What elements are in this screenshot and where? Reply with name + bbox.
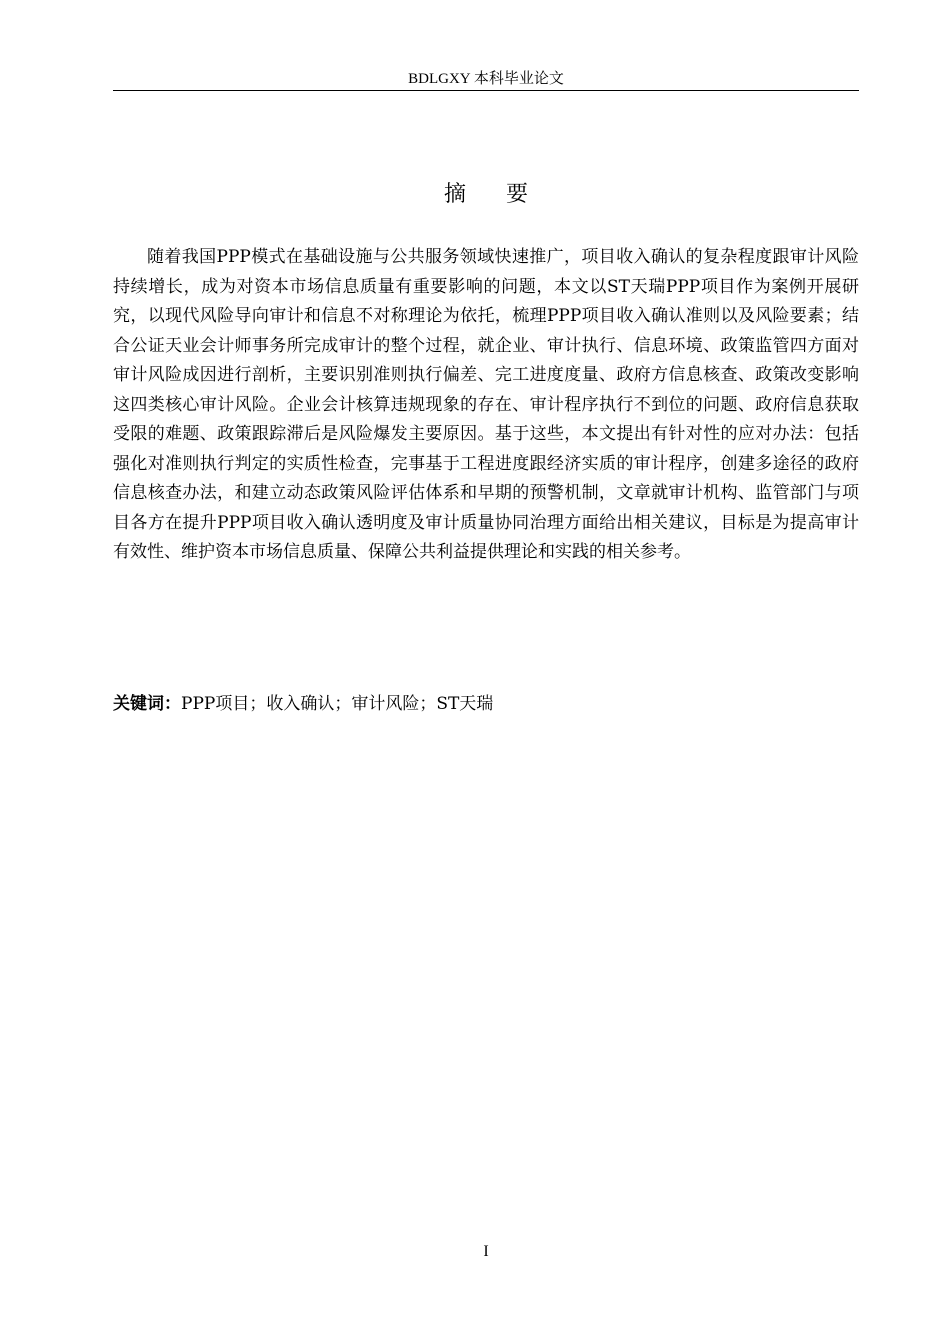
abstract-body: 随着我国PPP模式在基础设施与公共服务领域快速推广，项目收入确认的复杂程度跟审计风险持续增长，成为对资本市场信息质量有重要影响的问题，本文以ST天瑞PPP项目作为案例开展研究，以现代风险导向审计和信息不对称理论为依托，梳理PPP项目收入确认准则以及风险要素；结合公证天业会计师事务所完成审计的整个过程，就企业、审计执行、信息环境、政策监管四方面对审计风险成因进行剖析，主要识别准则执行偏差、完工进度度量、政府方信息核查、政策改变影响这四类核心审计风险。企业会计核算违规现象的存在、审计程序执行不到位的问题、政府信息获取受限的难题、政策跟踪滞后是风险爆发主要原因。基于这些，本文提出有针对性的应对办法：包括强化对准则执行判定的实质性检查，完事基于工程进度跟经济实质的审计程序，创建多途径的政府信息核查办法，和建立动态政策风险评估体系和早期的预警机制，文章就审计机构、监管部门与项目各方在提升PPP项目收入确认透明度及审计质量协同治理方面给出相关建议，目标是为提高审计有效性、维护资本市场信息质量、保障公共利益提供理论和实践的相关参考。 bbox=[113, 247, 859, 562]
running-header: BDLGXY 本科毕业论文 bbox=[408, 71, 564, 87]
abstract-title: 摘要 bbox=[443, 182, 568, 207]
keywords-label: 关键词： bbox=[113, 694, 181, 714]
page-number: I bbox=[483, 1243, 489, 1260]
keywords-line bbox=[113, 690, 859, 718]
header-rule bbox=[113, 90, 859, 91]
keywords-value: PPP项目；收入确认；审计风险；ST天瑞 bbox=[181, 694, 494, 714]
